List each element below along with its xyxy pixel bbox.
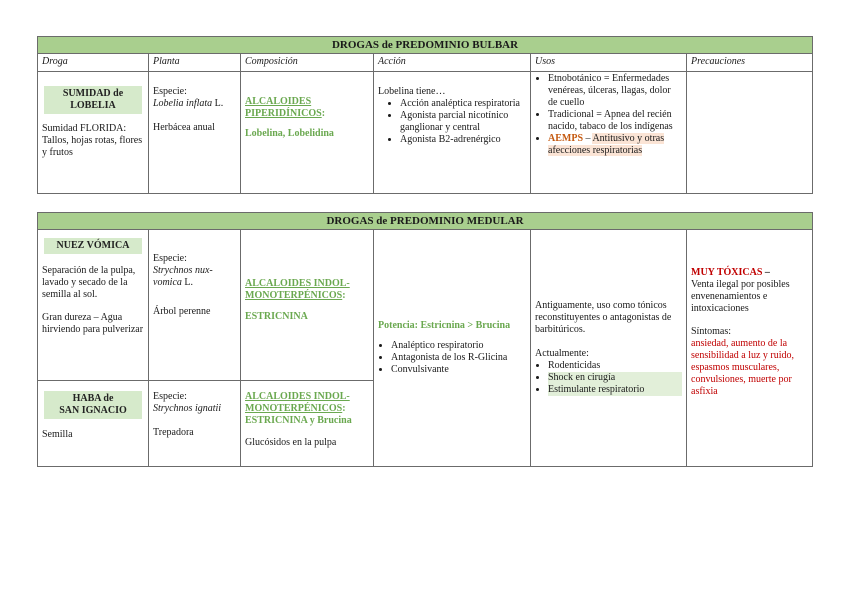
header-accion: Acción [374, 54, 531, 72]
species-name: Strychnos nux-vomica [153, 265, 213, 288]
header-droga: Droga [38, 54, 149, 72]
list-item: • Analéptico respiratorio [391, 340, 526, 352]
list-item: • Convulsivante [391, 364, 526, 376]
bulbar-table [37, 36, 813, 194]
symptoms: ansiedad, aumento de la sensibilidad a luz y ruido, espasmos musculares, convulsiones, muerte por asfixia [691, 338, 795, 397]
list-item: • Tradicional = Apnea del recién nacido, tabaco de los indígenas [548, 109, 682, 133]
header-precauciones: Precauciones [687, 54, 813, 72]
list-item: • Estimulante respiratorio [548, 384, 682, 396]
accion-cell-lobelia: Lobelina tiene… • Acción analéptica respiratoria • Agonista parcial nicotínico ganglionar y central • Agonista B2-adrenérgico [374, 72, 531, 194]
composicion-cell-lobelia: ALCALOIDES PIPERIDÍNICOS: Lobelina, Lobelidina [241, 72, 374, 194]
potencia-label: Potencia [378, 320, 415, 331]
list-item: • Agonista parcial nicotínico ganglionar y central [400, 110, 526, 134]
droga-cell-nuez: NUEZ VÓMICA Separación de la pulpa, lavado y secado de la semilla al sol. Gran dureza – Agua hirviendo para pulverizar [38, 230, 149, 381]
planta-cell-lobelia: Especie: Lobelia inflata L. Herbácea anual [149, 72, 241, 194]
header-usos: Usos [531, 54, 687, 72]
plant-type: Trepadora [153, 427, 194, 438]
toxic-warning: MUY TÓXICAS [691, 267, 763, 278]
droga-tag-haba: HABA de SAN IGNACIO [44, 391, 142, 419]
usos-list [535, 360, 682, 396]
header-composicion: Composición [241, 54, 374, 72]
droga-cell-lobelia [38, 72, 149, 194]
medular-table [37, 212, 813, 467]
precauciones-cell-medular: MUY TÓXICAS – Venta ilegal por posibles envenenamientos e intoxicaciones Síntomas: ansiedad, aumento de la sensibilidad a luz y ruido, espasmos musculares, convulsiones, muerte por asfixia [687, 230, 813, 467]
composicion-cell-nuez: ALCALOIDES INDOL-MONOTERPÉNICOS: ESTRICNINA [241, 230, 374, 381]
droga-cell-haba: HABA de SAN IGNACIO Semilla [38, 381, 149, 467]
alkaloid-class: ALCALOIDES INDOL-MONOTERPÉNICOS [245, 391, 350, 414]
species-name: Lobelia inflata [153, 98, 213, 109]
header-planta: Planta [149, 54, 241, 72]
usos-cell-lobelia [531, 72, 687, 194]
list-item: • Shock en cirugía [548, 372, 682, 384]
alkaloid-class: ALCALOIDES PIPERIDÍNICOS [245, 96, 322, 119]
list-item: • Acción analéptica respiratoria [400, 98, 526, 110]
plant-type: Árbol perenne [153, 306, 211, 317]
droga-tag-lobelia: SUMIDAD de LOBELIA [44, 86, 142, 114]
list-item: • Etnobotánico = Enfermedades venéreas, úlceras, llagas, dolor de cuello [548, 73, 682, 109]
accion-cell-medular: Potencia: Estricnina > Brucina • Analéptico respiratorio • Antagonista de los R-Glicina • Convulsivante [374, 230, 531, 467]
alkaloid-class: ALCALOIDES INDOL-MONOTERPÉNICOS [245, 278, 350, 301]
accion-list [378, 98, 526, 146]
planta-cell-haba: Especie: Strychnos ignatii Trepadora [149, 381, 241, 467]
compounds: Lobelina, Lobelidina [245, 128, 334, 139]
planta-cell-nuez: Especie: Strychnos nux-vomica L. Árbol perenne [149, 230, 241, 381]
compounds: ESTRICNINA [245, 311, 308, 322]
list-item: • AEMPS – Antitusivo y otras afecciones respiratorias [548, 133, 682, 157]
compounds: ESTRICNINA y Brucina [245, 415, 352, 426]
composicion-cell-haba: ALCALOIDES INDOL-MONOTERPÉNICOS: ESTRICNINA y Brucina Glucósidos en la pulpa [241, 381, 374, 467]
list-item: • Rodenticidas [548, 360, 682, 372]
bulbar-title: DROGAS de PREDOMINIO BULBAR [38, 37, 813, 54]
plant-type: Herbácea anual [153, 122, 215, 133]
list-item: • Antagonista de los R-Glicina [391, 352, 526, 364]
list-item: • Agonista B2-adrenérgico [400, 134, 526, 146]
species-name: Strychnos ignatii [153, 403, 222, 414]
accion-list [378, 340, 526, 376]
medular-title: DROGAS de PREDOMINIO MEDULAR [38, 213, 813, 230]
droga-tag-nuez: NUEZ VÓMICA [44, 238, 142, 254]
usos-cell-medular: Antiguamente, uso como tónicos reconstituyentes o antagonistas de barbitúricos. Actualmente: • Rodenticidas • Shock en cirugía • Estimulante respiratorio [531, 230, 687, 467]
droga-text-lobelia: Sumidad FLORIDA: Tallos, hojas rotas, flores y frutos [42, 123, 143, 158]
precauciones-cell-lobelia [687, 72, 813, 194]
usos-list [535, 73, 682, 157]
